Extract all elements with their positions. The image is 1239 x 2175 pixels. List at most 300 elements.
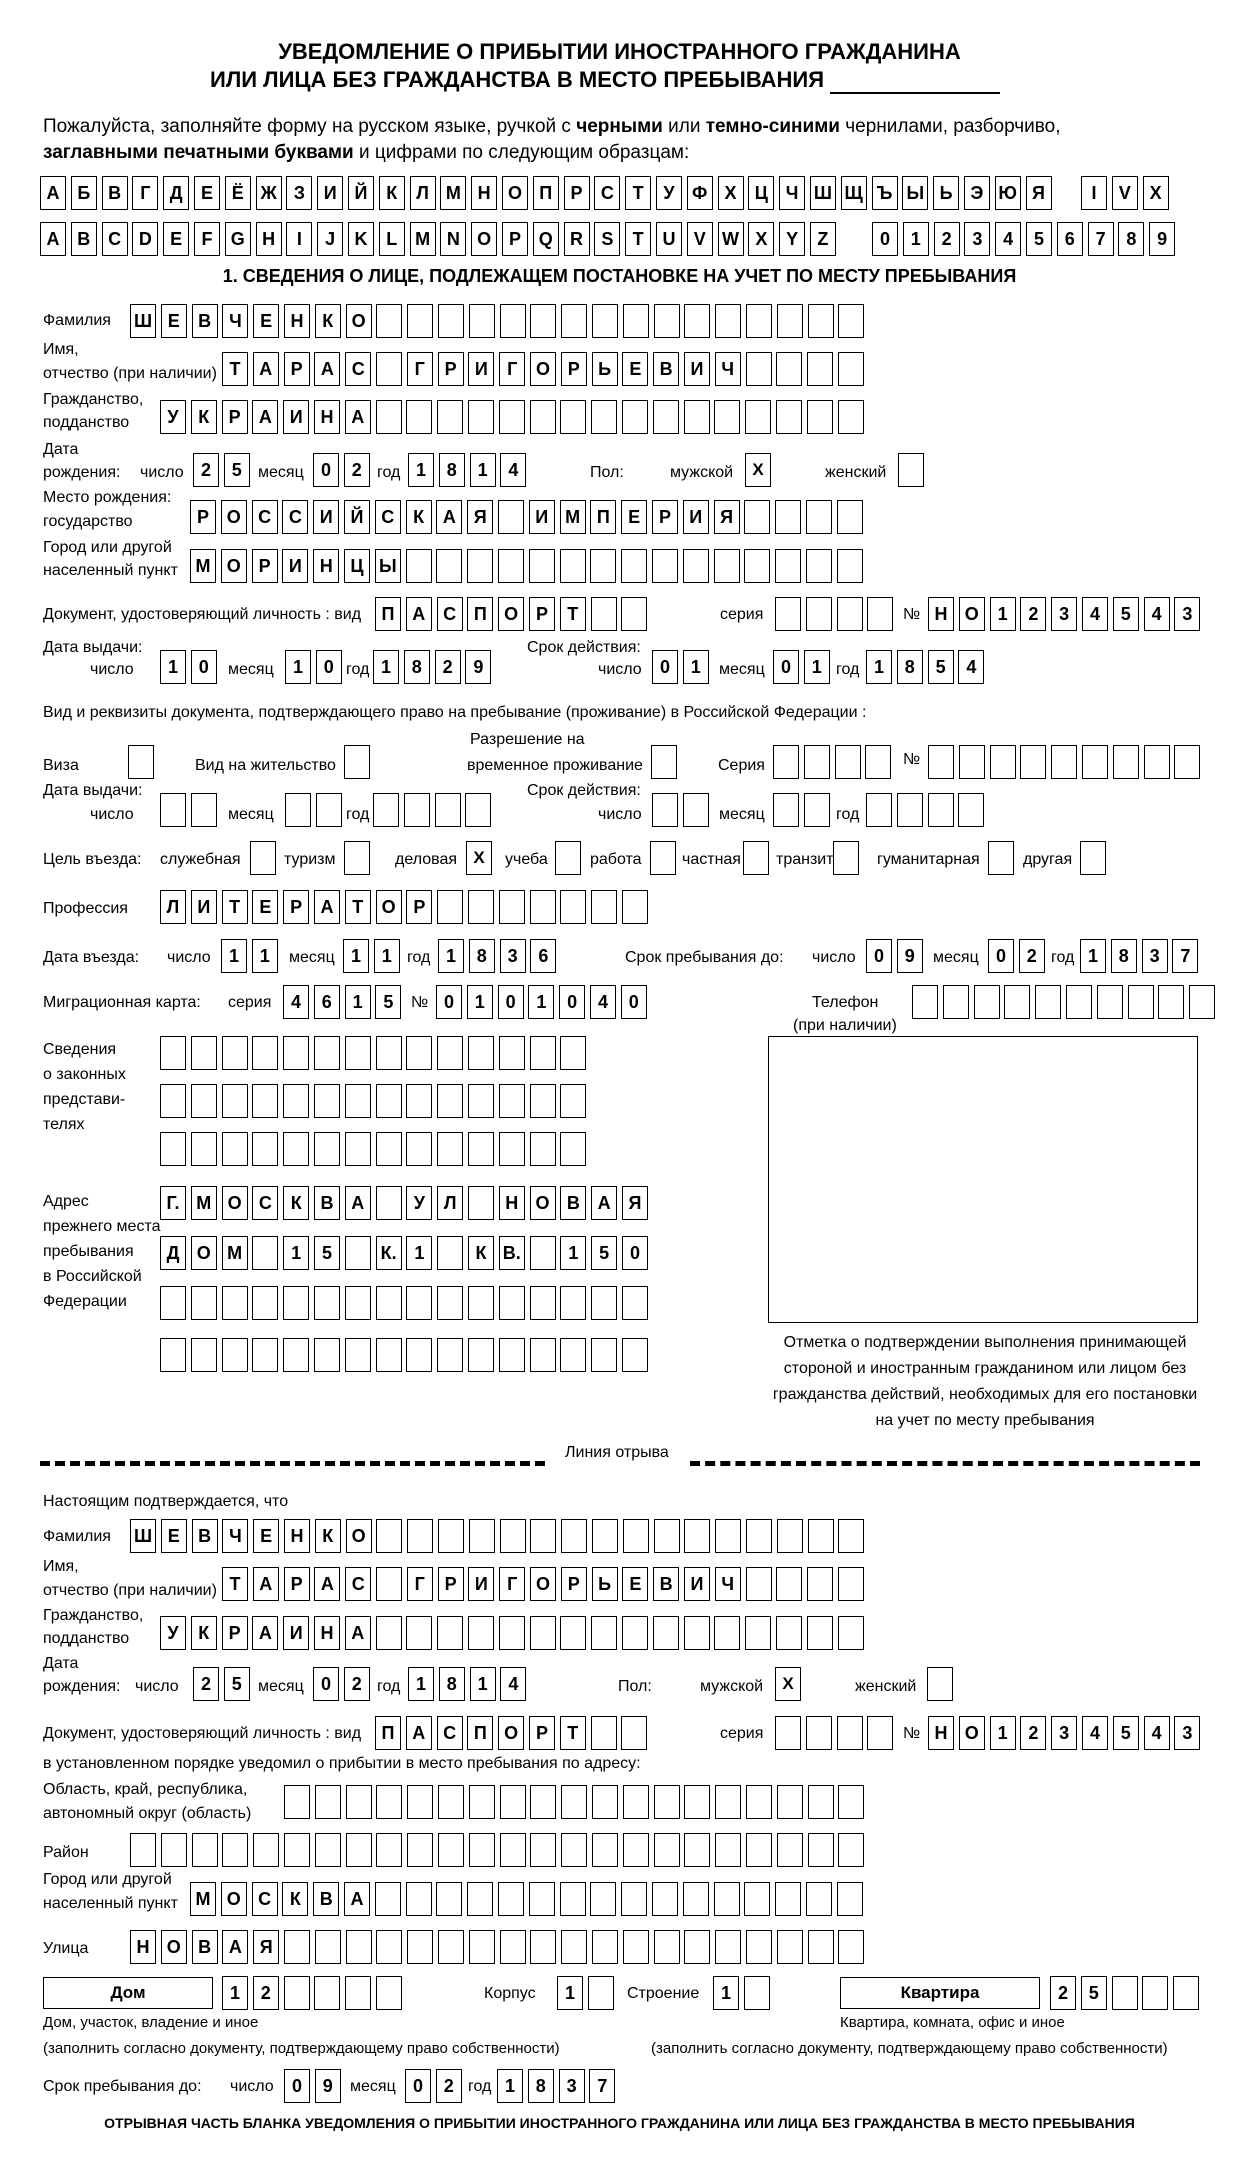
citizenship-field-cell[interactable]: И <box>283 400 309 434</box>
doc-type-field-cell[interactable]: С <box>437 597 463 631</box>
birthstate-field-cell[interactable]: И <box>683 500 709 534</box>
district-field-cell[interactable] <box>438 1833 464 1867</box>
street-field-cell[interactable] <box>808 1930 834 1964</box>
doc-number-field-cell[interactable]: 1 <box>990 597 1016 631</box>
s2-citizenship-field-cell[interactable] <box>591 1616 617 1650</box>
s2-dob-year-field-cell[interactable]: 8 <box>439 1667 465 1701</box>
house-number-field-cell[interactable] <box>345 1976 371 2010</box>
district-field-cell[interactable] <box>284 1833 310 1867</box>
rightdoc-number-field[interactable] <box>928 745 1205 779</box>
s2-name-field[interactable] <box>222 1567 869 1601</box>
citizenship-field-cell[interactable] <box>622 400 648 434</box>
name-field-cell[interactable]: Е <box>622 352 648 386</box>
birthstate-field-cell[interactable]: П <box>590 500 616 534</box>
doc-type-field-cell[interactable]: П <box>375 597 401 631</box>
prev-address-row-3-cell[interactable] <box>560 1286 586 1320</box>
legal-row-3-cell[interactable] <box>499 1132 525 1166</box>
stay-month-field-cell[interactable]: 2 <box>1019 939 1045 973</box>
s2-city-field-cell[interactable] <box>744 1882 770 1916</box>
issue-month-field-cell[interactable]: 0 <box>316 650 342 684</box>
entry-year-field-cell[interactable]: 1 <box>438 939 464 973</box>
prev-address-row-2-cell[interactable]: 5 <box>314 1236 340 1270</box>
s2-city-field-cell[interactable] <box>652 1882 678 1916</box>
s2-doc-number-field-cell[interactable]: 4 <box>1144 1716 1170 1750</box>
phone-field-cell[interactable] <box>1189 985 1215 1019</box>
prev-address-row-3-cell[interactable] <box>499 1286 525 1320</box>
legal-row-1-cell[interactable] <box>283 1036 309 1070</box>
legal-row-1-cell[interactable] <box>160 1036 186 1070</box>
s2-doc-type-field-cell[interactable] <box>591 1716 617 1750</box>
s2-dob-day-field[interactable] <box>193 1667 255 1701</box>
s2-surname-field-cell[interactable]: О <box>346 1519 372 1553</box>
prev-address-row-3-cell[interactable] <box>622 1286 648 1320</box>
citizenship-field-cell[interactable] <box>776 400 802 434</box>
phone-field-cell[interactable] <box>1035 985 1061 1019</box>
valid-month-field[interactable] <box>773 650 835 684</box>
s2-doc-type-field-cell[interactable] <box>621 1716 647 1750</box>
street-field-cell[interactable] <box>284 1930 310 1964</box>
prev-address-row-4-cell[interactable] <box>283 1338 309 1372</box>
street-field[interactable] <box>130 1930 869 1964</box>
doc-number-field-cell[interactable]: 2 <box>1020 597 1046 631</box>
surname-field-cell[interactable] <box>438 304 464 338</box>
s2-name-field-cell[interactable]: И <box>468 1567 494 1601</box>
prev-address-row-4-cell[interactable] <box>406 1338 432 1372</box>
street-field-cell[interactable] <box>376 1930 402 1964</box>
region-field-cell[interactable] <box>284 1785 310 1819</box>
issue-day-field-cell[interactable]: 0 <box>191 650 217 684</box>
doc-series-field-cell[interactable] <box>867 597 893 631</box>
s2-sex-male-checkbox[interactable]: X <box>775 1667 801 1701</box>
name-field-cell[interactable]: И <box>684 352 710 386</box>
prev-address-row-4-cell[interactable] <box>530 1338 556 1372</box>
entry-day-field-cell[interactable]: 1 <box>221 939 247 973</box>
valid-day-field[interactable] <box>652 650 714 684</box>
flat-number-field-cell[interactable] <box>1173 1976 1199 2010</box>
street-field-cell[interactable] <box>407 1930 433 1964</box>
birthcity-field-cell[interactable] <box>621 549 647 583</box>
region-field-cell[interactable] <box>592 1785 618 1819</box>
citizenship-field-cell[interactable]: Н <box>314 400 340 434</box>
stroenie-field-cell[interactable]: 1 <box>713 1976 739 2010</box>
rightdoc-series-field-cell[interactable] <box>835 745 861 779</box>
flat-number-field-cell[interactable] <box>1142 1976 1168 2010</box>
stay-year-field-cell[interactable]: 1 <box>1080 939 1106 973</box>
doc-type-field-cell[interactable] <box>621 597 647 631</box>
surname-field-cell[interactable] <box>808 304 834 338</box>
entry-month-field-cell[interactable]: 1 <box>374 939 400 973</box>
s2-citizenship-field-cell[interactable]: А <box>252 1616 278 1650</box>
legal-row-3-cell[interactable] <box>376 1132 402 1166</box>
legal-row-1-cell[interactable] <box>252 1036 278 1070</box>
region-field-cell[interactable] <box>438 1785 464 1819</box>
stroenie-field-cell[interactable] <box>744 1976 770 2010</box>
doc-type-field-cell[interactable]: Т <box>560 597 586 631</box>
s2-name-field-cell[interactable] <box>746 1567 772 1601</box>
profession-field-cell[interactable]: Т <box>222 890 248 924</box>
legal-row-1-cell[interactable] <box>191 1036 217 1070</box>
profession-field-cell[interactable] <box>591 890 617 924</box>
citizenship-field-cell[interactable] <box>591 400 617 434</box>
name-field-cell[interactable]: Ь <box>592 352 618 386</box>
doc-type-field-cell[interactable]: П <box>467 597 493 631</box>
name-field-cell[interactable]: И <box>468 352 494 386</box>
s2-stay-year-field-cell[interactable]: 8 <box>528 2069 554 2103</box>
s2-dob-day-field-cell[interactable]: 2 <box>193 1667 219 1701</box>
district-field-cell[interactable] <box>561 1833 587 1867</box>
house-number-field[interactable] <box>222 1976 407 2010</box>
s2-citizenship-field-cell[interactable] <box>499 1616 525 1650</box>
district-field-cell[interactable] <box>192 1833 218 1867</box>
migcard-number-field-cell[interactable]: 4 <box>590 985 616 1019</box>
s2-doc-series-field-cell[interactable] <box>837 1716 863 1750</box>
s2-city-field-cell[interactable] <box>683 1882 709 1916</box>
profession-field-cell[interactable] <box>468 890 494 924</box>
district-field-cell[interactable] <box>715 1833 741 1867</box>
region-field-cell[interactable] <box>500 1785 526 1819</box>
doc-series-field[interactable] <box>775 597 898 631</box>
rd-valid-year-field-cell[interactable] <box>958 793 984 827</box>
s2-city-field-cell[interactable] <box>529 1882 555 1916</box>
purpose-work-checkbox[interactable] <box>650 841 676 875</box>
phone-field-cell[interactable] <box>1128 985 1154 1019</box>
s2-city-field-cell[interactable] <box>837 1882 863 1916</box>
legal-row-2-cell[interactable] <box>191 1084 217 1118</box>
s2-surname-field-cell[interactable] <box>808 1519 834 1553</box>
legal-row-3[interactable] <box>160 1132 591 1166</box>
legal-row-2-cell[interactable] <box>406 1084 432 1118</box>
s2-surname-field-cell[interactable] <box>715 1519 741 1553</box>
residence-checkbox[interactable] <box>344 745 370 779</box>
rightdoc-number-field-cell[interactable] <box>1174 745 1200 779</box>
legal-row-2-cell[interactable] <box>314 1084 340 1118</box>
rd-valid-year-field-cell[interactable] <box>928 793 954 827</box>
district-field-cell[interactable] <box>592 1833 618 1867</box>
rd-valid-month-field-cell[interactable] <box>773 793 799 827</box>
dob-month-field-cell[interactable]: 0 <box>313 453 339 487</box>
s2-name-field-cell[interactable]: Р <box>284 1567 310 1601</box>
s2-stay-year-field-cell[interactable]: 1 <box>497 2069 523 2103</box>
region-field-cell[interactable] <box>469 1785 495 1819</box>
s2-stay-year-field-cell[interactable]: 7 <box>589 2069 615 2103</box>
citizenship-field-cell[interactable] <box>376 400 402 434</box>
doc-type-field-cell[interactable] <box>591 597 617 631</box>
prev-address-row-4-cell[interactable] <box>622 1338 648 1372</box>
korpus-field-cell[interactable] <box>588 1976 614 2010</box>
doc-series-field-cell[interactable] <box>775 597 801 631</box>
profession-field-cell[interactable] <box>560 890 586 924</box>
prev-address-row-3-cell[interactable] <box>191 1286 217 1320</box>
s2-name-field-cell[interactable]: Ь <box>592 1567 618 1601</box>
name-field-cell[interactable]: О <box>530 352 556 386</box>
rightdoc-series-field[interactable] <box>773 745 896 779</box>
birthcity-field-cell[interactable]: Р <box>252 549 278 583</box>
prev-address-row-1-cell[interactable]: К <box>283 1186 309 1220</box>
region-field-cell[interactable] <box>530 1785 556 1819</box>
prev-address-row-1-cell[interactable]: А <box>345 1186 371 1220</box>
s2-citizenship-field-cell[interactable] <box>684 1616 710 1650</box>
citizenship-field-cell[interactable]: А <box>345 400 371 434</box>
migcard-series-field-cell[interactable]: 5 <box>375 985 401 1019</box>
legal-row-1-cell[interactable] <box>406 1036 432 1070</box>
s2-citizenship-field-cell[interactable] <box>714 1616 740 1650</box>
purpose-service-checkbox[interactable] <box>250 841 276 875</box>
legal-row-2-cell[interactable] <box>437 1084 463 1118</box>
visa-checkbox[interactable] <box>128 745 154 779</box>
s2-citizenship-field[interactable] <box>160 1616 868 1650</box>
name-field-cell[interactable] <box>807 352 833 386</box>
legal-row-3-cell[interactable] <box>222 1132 248 1166</box>
birthstate-field-cell[interactable]: А <box>436 500 462 534</box>
birthcity-field-cell[interactable]: О <box>221 549 247 583</box>
korpus-field[interactable] <box>557 1976 619 2010</box>
s2-city-field-cell[interactable]: К <box>282 1882 308 1916</box>
s2-citizenship-field-cell[interactable] <box>622 1616 648 1650</box>
birthstate-field-cell[interactable]: С <box>252 500 278 534</box>
district-field-cell[interactable] <box>838 1833 864 1867</box>
rd-issue-year-field-cell[interactable] <box>435 793 461 827</box>
legal-row-3-cell[interactable] <box>191 1132 217 1166</box>
surname-field-cell[interactable]: Е <box>161 304 187 338</box>
s2-surname-field-cell[interactable] <box>407 1519 433 1553</box>
stay-year-field-cell[interactable]: 8 <box>1111 939 1137 973</box>
entry-year-field-cell[interactable]: 8 <box>469 939 495 973</box>
birthcity-field-cell[interactable]: Ц <box>344 549 370 583</box>
surname-field-cell[interactable] <box>654 304 680 338</box>
s2-name-field-cell[interactable]: Ч <box>715 1567 741 1601</box>
s2-stay-day-field[interactable] <box>284 2069 346 2103</box>
rightdoc-number-field-cell[interactable] <box>1020 745 1046 779</box>
s2-city-field-cell[interactable] <box>498 1882 524 1916</box>
street-field-cell[interactable]: В <box>192 1930 218 1964</box>
name-field-cell[interactable]: Т <box>222 352 248 386</box>
s2-name-field-cell[interactable]: В <box>653 1567 679 1601</box>
doc-number-field[interactable] <box>928 597 1205 631</box>
house-number-field-cell[interactable]: 2 <box>253 1976 279 2010</box>
prev-address-row-2-cell[interactable]: К. <box>376 1236 402 1270</box>
s2-citizenship-field-cell[interactable]: А <box>345 1616 371 1650</box>
s2-surname-field-cell[interactable]: Ш <box>130 1519 156 1553</box>
citizenship-field-cell[interactable] <box>560 400 586 434</box>
s2-dob-day-field-cell[interactable]: 5 <box>224 1667 250 1701</box>
rightdoc-number-field-cell[interactable] <box>928 745 954 779</box>
migcard-number-field-cell[interactable]: 1 <box>467 985 493 1019</box>
legal-row-2-cell[interactable] <box>560 1084 586 1118</box>
s2-city-field-cell[interactable] <box>467 1882 493 1916</box>
stay-day-field-cell[interactable]: 0 <box>866 939 892 973</box>
s2-citizenship-field-cell[interactable] <box>530 1616 556 1650</box>
stay-year-field[interactable] <box>1080 939 1203 973</box>
citizenship-field-cell[interactable] <box>468 400 494 434</box>
phone-field-cell[interactable] <box>1004 985 1030 1019</box>
flat-type-box[interactable]: Квартира <box>840 1977 1040 2009</box>
region-field-cell[interactable] <box>654 1785 680 1819</box>
s2-sex-female-checkbox[interactable] <box>927 1667 953 1701</box>
birthstate-field-cell[interactable]: Е <box>621 500 647 534</box>
rd-valid-year-field-cell[interactable] <box>897 793 923 827</box>
s2-surname-field-cell[interactable]: Е <box>161 1519 187 1553</box>
surname-field-cell[interactable] <box>407 304 433 338</box>
prev-address-row-1-cell[interactable] <box>376 1186 402 1220</box>
prev-address-row-4-cell[interactable] <box>468 1338 494 1372</box>
birthcity-field-cell[interactable] <box>837 549 863 583</box>
prev-address-row-2-cell[interactable]: 1 <box>560 1236 586 1270</box>
entry-year-field-cell[interactable]: 6 <box>530 939 556 973</box>
s2-citizenship-field-cell[interactable] <box>838 1616 864 1650</box>
legal-row-2-cell[interactable] <box>376 1084 402 1118</box>
s2-doc-type-field-cell[interactable]: О <box>498 1716 524 1750</box>
s2-doc-type-field-cell[interactable]: Т <box>560 1716 586 1750</box>
s2-surname-field-cell[interactable]: Ч <box>222 1519 248 1553</box>
s2-doc-number-field-cell[interactable]: 3 <box>1174 1716 1200 1750</box>
prev-address-row-3-cell[interactable] <box>222 1286 248 1320</box>
birthstate-field-cell[interactable]: К <box>406 500 432 534</box>
s2-name-field-cell[interactable]: Г <box>499 1567 525 1601</box>
s2-city-field-cell[interactable]: С <box>252 1882 278 1916</box>
prev-address-row-4-cell[interactable] <box>314 1338 340 1372</box>
s2-name-field-cell[interactable] <box>838 1567 864 1601</box>
rightdoc-number-field-cell[interactable] <box>990 745 1016 779</box>
s2-dob-month-field[interactable] <box>313 1667 375 1701</box>
prev-address-row-4-cell[interactable] <box>222 1338 248 1372</box>
citizenship-field-cell[interactable] <box>653 400 679 434</box>
citizenship-field-cell[interactable] <box>684 400 710 434</box>
s2-surname-field-cell[interactable] <box>561 1519 587 1553</box>
prev-address-row-3-cell[interactable] <box>345 1286 371 1320</box>
prev-address-row-1-cell[interactable]: Г. <box>160 1186 186 1220</box>
s2-city-field-cell[interactable]: М <box>190 1882 216 1916</box>
s2-surname-field-cell[interactable] <box>592 1519 618 1553</box>
name-field-cell[interactable]: С <box>345 352 371 386</box>
sex-male-checkbox[interactable]: X <box>745 453 771 487</box>
prev-address-row-1-cell[interactable]: Я <box>622 1186 648 1220</box>
citizenship-field-cell[interactable]: А <box>252 400 278 434</box>
issue-day-field[interactable] <box>160 650 222 684</box>
rd-valid-year-field-cell[interactable] <box>866 793 892 827</box>
s2-city-field-cell[interactable] <box>590 1882 616 1916</box>
flat-number-field-cell[interactable]: 2 <box>1050 1976 1076 2010</box>
prev-address-row-2-cell[interactable] <box>252 1236 278 1270</box>
profession-field-cell[interactable]: О <box>376 890 402 924</box>
s2-dob-year-field[interactable] <box>408 1667 531 1701</box>
legal-row-1[interactable] <box>160 1036 591 1070</box>
s2-stay-month-field[interactable] <box>405 2069 467 2103</box>
purpose-transit-checkbox[interactable] <box>833 841 859 875</box>
birthstate-field-cell[interactable] <box>806 500 832 534</box>
street-field-cell[interactable]: Я <box>253 1930 279 1964</box>
legal-row-3-cell[interactable] <box>406 1132 432 1166</box>
doc-number-field-cell[interactable]: 5 <box>1113 597 1139 631</box>
legal-row-1-cell[interactable] <box>530 1036 556 1070</box>
profession-field-cell[interactable]: Л <box>160 890 186 924</box>
region-field-cell[interactable] <box>808 1785 834 1819</box>
house-number-field-cell[interactable] <box>314 1976 340 2010</box>
legal-row-3-cell[interactable] <box>160 1132 186 1166</box>
profession-field-cell[interactable] <box>437 890 463 924</box>
name-field-cell[interactable] <box>376 352 402 386</box>
street-field-cell[interactable] <box>592 1930 618 1964</box>
migcard-series-field-cell[interactable]: 1 <box>345 985 371 1019</box>
s2-name-field-cell[interactable] <box>807 1567 833 1601</box>
prev-address-row-3-cell[interactable] <box>160 1286 186 1320</box>
legal-row-3-cell[interactable] <box>314 1132 340 1166</box>
citizenship-field[interactable] <box>160 400 868 434</box>
surname-field-cell[interactable]: К <box>315 304 341 338</box>
street-field-cell[interactable] <box>530 1930 556 1964</box>
street-field-cell[interactable] <box>838 1930 864 1964</box>
legal-row-3-cell[interactable] <box>283 1132 309 1166</box>
s2-dob-month-field-cell[interactable]: 2 <box>344 1667 370 1701</box>
rightdoc-number-field-cell[interactable] <box>959 745 985 779</box>
s2-doc-number-field-cell[interactable]: 4 <box>1082 1716 1108 1750</box>
rightdoc-number-field-cell[interactable] <box>1113 745 1139 779</box>
dob-year-field[interactable] <box>408 453 531 487</box>
korpus-field-cell[interactable]: 1 <box>557 1976 583 2010</box>
stay-month-field-cell[interactable]: 0 <box>988 939 1014 973</box>
name-field-cell[interactable]: Г <box>407 352 433 386</box>
s2-citizenship-field-cell[interactable]: И <box>283 1616 309 1650</box>
street-field-cell[interactable] <box>315 1930 341 1964</box>
s2-citizenship-field-cell[interactable] <box>437 1616 463 1650</box>
birthcity-field-cell[interactable] <box>436 549 462 583</box>
birthcity-field-cell[interactable] <box>498 549 524 583</box>
rd-valid-year-field[interactable] <box>866 793 989 827</box>
district-field-cell[interactable] <box>530 1833 556 1867</box>
legal-row-1-cell[interactable] <box>468 1036 494 1070</box>
street-field-cell[interactable]: Н <box>130 1930 156 1964</box>
purpose-study-checkbox[interactable] <box>555 841 581 875</box>
citizenship-field-cell[interactable] <box>437 400 463 434</box>
birthstate-field-cell[interactable]: Р <box>190 500 216 534</box>
migcard-series-field-cell[interactable]: 6 <box>314 985 340 1019</box>
profession-field-cell[interactable]: Т <box>345 890 371 924</box>
s2-citizenship-field-cell[interactable]: Н <box>314 1616 340 1650</box>
prev-address-row-2-cell[interactable] <box>345 1236 371 1270</box>
s2-stay-month-field-cell[interactable]: 2 <box>436 2069 462 2103</box>
s2-citizenship-field-cell[interactable]: У <box>160 1616 186 1650</box>
valid-day-field-cell[interactable]: 0 <box>652 650 678 684</box>
s2-doc-type-field-cell[interactable]: А <box>406 1716 432 1750</box>
s2-doc-number-field-cell[interactable]: О <box>959 1716 985 1750</box>
s2-name-field-cell[interactable]: Г <box>407 1567 433 1601</box>
valid-year-field-cell[interactable]: 1 <box>866 650 892 684</box>
prev-address-row-1[interactable] <box>160 1186 653 1220</box>
prev-address-row-1-cell[interactable]: Н <box>499 1186 525 1220</box>
legal-row-2-cell[interactable] <box>499 1084 525 1118</box>
district-field-cell[interactable] <box>161 1833 187 1867</box>
doc-number-field-cell[interactable]: 4 <box>1082 597 1108 631</box>
legal-row-3-cell[interactable] <box>468 1132 494 1166</box>
prev-address-row-3-cell[interactable] <box>252 1286 278 1320</box>
name-field-cell[interactable]: Г <box>499 352 525 386</box>
legal-row-1-cell[interactable] <box>499 1036 525 1070</box>
s2-city-field-cell[interactable]: А <box>344 1882 370 1916</box>
stay-day-field[interactable] <box>866 939 928 973</box>
district-field-cell[interactable] <box>746 1833 772 1867</box>
sex-female-checkbox[interactable] <box>898 453 924 487</box>
street-field-cell[interactable] <box>469 1930 495 1964</box>
s2-citizenship-field-cell[interactable] <box>653 1616 679 1650</box>
s2-surname-field-cell[interactable] <box>623 1519 649 1553</box>
street-field-cell[interactable] <box>500 1930 526 1964</box>
surname-field-cell[interactable] <box>715 304 741 338</box>
prev-address-row-2-cell[interactable]: В. <box>499 1236 525 1270</box>
dob-day-field-cell[interactable]: 2 <box>193 453 219 487</box>
surname-field-cell[interactable]: В <box>192 304 218 338</box>
stroenie-field[interactable] <box>713 1976 775 2010</box>
entry-year-field[interactable] <box>438 939 561 973</box>
issue-year-field-cell[interactable]: 2 <box>435 650 461 684</box>
